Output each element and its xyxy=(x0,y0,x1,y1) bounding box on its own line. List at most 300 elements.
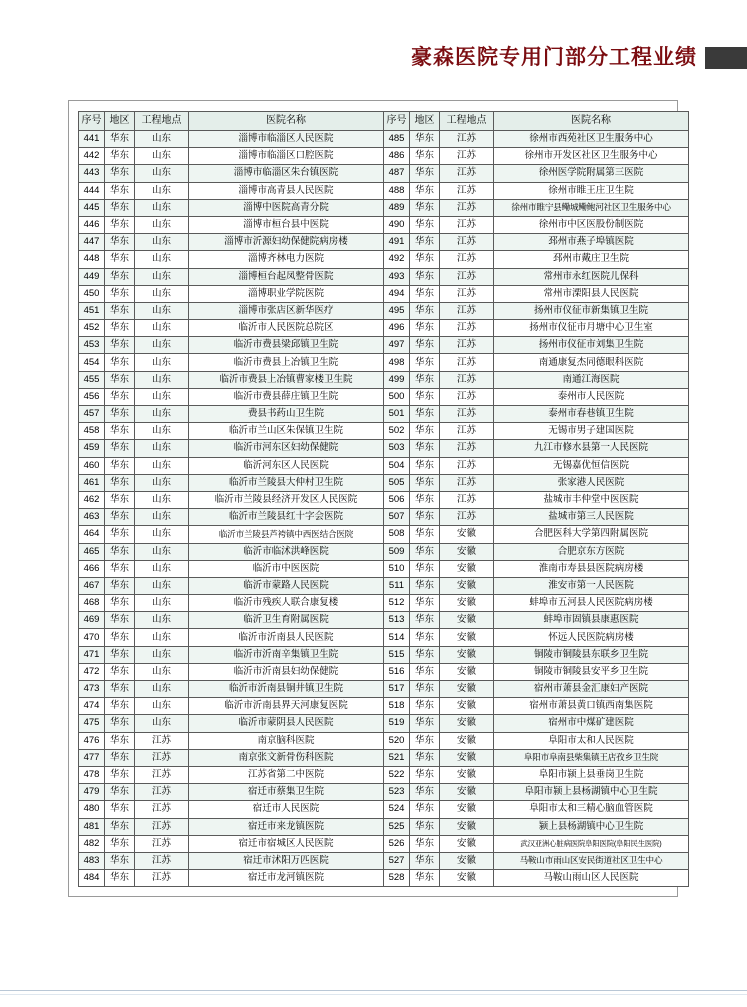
cell-seq-left: 450 xyxy=(79,285,105,302)
cell-hospital-right: 合肥京东方医院 xyxy=(494,543,689,560)
cell-hospital-right: 宿州市中煤矿建医院 xyxy=(494,715,689,732)
cell-region-left: 华东 xyxy=(105,148,135,165)
cell-region-left: 华东 xyxy=(105,698,135,715)
cell-seq-left: 461 xyxy=(79,474,105,491)
cell-seq-right: 488 xyxy=(384,182,410,199)
cell-region-right: 华东 xyxy=(410,354,440,371)
cell-hospital-left: 宿迁市沭阳万匹医院 xyxy=(189,852,384,869)
cell-seq-right: 502 xyxy=(384,423,410,440)
cell-region-right: 华东 xyxy=(410,165,440,182)
cell-place-left: 山东 xyxy=(135,543,189,560)
cell-hospital-left: 临沂市兰陵县芦袴镇中西医结合医院 xyxy=(189,526,384,543)
performance-table xyxy=(78,111,689,887)
cell-place-left: 山东 xyxy=(135,491,189,508)
cell-seq-left: 466 xyxy=(79,560,105,577)
table-row xyxy=(79,577,689,594)
cell-region-left: 华东 xyxy=(105,216,135,233)
cell-seq-right: 520 xyxy=(384,732,410,749)
cell-place-right: 安徽 xyxy=(440,698,494,715)
cell-place-left: 山东 xyxy=(135,337,189,354)
cell-region-left: 华东 xyxy=(105,801,135,818)
table-row xyxy=(79,268,689,285)
cell-place-left: 江苏 xyxy=(135,818,189,835)
cell-hospital-left: 淄博市桓台县中医院 xyxy=(189,216,384,233)
cell-region-right: 华东 xyxy=(410,491,440,508)
cell-seq-left: 452 xyxy=(79,320,105,337)
cell-region-right: 华东 xyxy=(410,526,440,543)
cell-region-right: 华东 xyxy=(410,440,440,457)
cell-place-right: 安徽 xyxy=(440,560,494,577)
cell-region-right: 华东 xyxy=(410,732,440,749)
cell-hospital-left: 临沂市沂南县人民医院 xyxy=(189,629,384,646)
cell-place-right: 安徽 xyxy=(440,543,494,560)
cell-hospital-left: 临沂市残疾人联合康复楼 xyxy=(189,595,384,612)
cell-seq-right: 525 xyxy=(384,818,410,835)
cell-seq-right: 515 xyxy=(384,646,410,663)
cell-region-right: 华东 xyxy=(410,852,440,869)
cell-hospital-left: 临沂市蒙阴县人民医院 xyxy=(189,715,384,732)
cell-seq-right: 487 xyxy=(384,165,410,182)
cell-seq-left: 478 xyxy=(79,766,105,783)
cell-place-left: 山东 xyxy=(135,182,189,199)
table-row xyxy=(79,354,689,371)
cell-seq-left: 473 xyxy=(79,681,105,698)
cell-seq-right: 497 xyxy=(384,337,410,354)
table-row xyxy=(79,216,689,233)
cell-place-left: 江苏 xyxy=(135,801,189,818)
cell-region-right: 华东 xyxy=(410,423,440,440)
cell-region-left: 华东 xyxy=(105,457,135,474)
cell-hospital-left: 江苏省第二中医院 xyxy=(189,766,384,783)
table-row xyxy=(79,526,689,543)
cell-seq-right: 500 xyxy=(384,388,410,405)
table-row xyxy=(79,423,689,440)
cell-seq-left: 463 xyxy=(79,509,105,526)
cell-seq-left: 484 xyxy=(79,870,105,887)
cell-hospital-right: 张家港人民医院 xyxy=(494,474,689,491)
cell-hospital-left: 临沂市兰陵县大仲村卫生院 xyxy=(189,474,384,491)
cell-hospital-left: 临沂市沂南县界天河康复医院 xyxy=(189,698,384,715)
cell-hospital-left: 临沂市沂南辛集镇卫生院 xyxy=(189,646,384,663)
cell-region-left: 华东 xyxy=(105,320,135,337)
cell-hospital-right: 马鞍山市雨山区安民街道社区卫生中心 xyxy=(494,852,689,869)
cell-place-right: 安徽 xyxy=(440,784,494,801)
cell-region-left: 华东 xyxy=(105,491,135,508)
column-header-place-right: 工程地点 xyxy=(440,112,494,131)
table-row xyxy=(79,406,689,423)
table-row xyxy=(79,371,689,388)
table-row xyxy=(79,131,689,148)
cell-seq-right: 508 xyxy=(384,526,410,543)
column-header-region-right: 地区 xyxy=(410,112,440,131)
column-header-seq-right: 序号 xyxy=(384,112,410,131)
cell-hospital-right: 盐城市丰仲堂中医医院 xyxy=(494,491,689,508)
cell-hospital-right: 淮南市寿县县医院病房楼 xyxy=(494,560,689,577)
cell-seq-left: 457 xyxy=(79,406,105,423)
cell-seq-left: 460 xyxy=(79,457,105,474)
table-row xyxy=(79,457,689,474)
cell-seq-left: 465 xyxy=(79,543,105,560)
cell-region-right: 华东 xyxy=(410,234,440,251)
cell-seq-right: 519 xyxy=(384,715,410,732)
cell-hospital-right: 扬州市仪征市新集镇卫生院 xyxy=(494,302,689,319)
cell-region-right: 华东 xyxy=(410,577,440,594)
cell-seq-left: 469 xyxy=(79,612,105,629)
cell-place-left: 山东 xyxy=(135,234,189,251)
cell-seq-left: 470 xyxy=(79,629,105,646)
cell-region-right: 华东 xyxy=(410,818,440,835)
cell-region-left: 华东 xyxy=(105,474,135,491)
cell-place-right: 安徽 xyxy=(440,766,494,783)
cell-seq-right: 505 xyxy=(384,474,410,491)
cell-seq-right: 518 xyxy=(384,698,410,715)
cell-region-left: 华东 xyxy=(105,165,135,182)
cell-seq-right: 498 xyxy=(384,354,410,371)
cell-place-right: 安徽 xyxy=(440,663,494,680)
cell-place-left: 山东 xyxy=(135,354,189,371)
table-row xyxy=(79,491,689,508)
cell-seq-left: 467 xyxy=(79,577,105,594)
cell-region-left: 华东 xyxy=(105,526,135,543)
cell-hospital-left: 南京脑科医院 xyxy=(189,732,384,749)
cell-hospital-right: 扬州市仪征市刘集卫生院 xyxy=(494,337,689,354)
cell-region-left: 华东 xyxy=(105,852,135,869)
cell-seq-left: 455 xyxy=(79,371,105,388)
cell-seq-right: 528 xyxy=(384,870,410,887)
cell-hospital-left: 临沂市河东区妇幼保健院 xyxy=(189,440,384,457)
cell-region-left: 华东 xyxy=(105,182,135,199)
cell-seq-left: 442 xyxy=(79,148,105,165)
cell-seq-left: 456 xyxy=(79,388,105,405)
cell-hospital-left: 淄博市临淄区人民医院 xyxy=(189,131,384,148)
cell-seq-left: 475 xyxy=(79,715,105,732)
cell-hospital-right: 泰州市春巷镇卫生院 xyxy=(494,406,689,423)
cell-seq-right: 521 xyxy=(384,749,410,766)
cell-region-right: 华东 xyxy=(410,320,440,337)
cell-place-left: 山东 xyxy=(135,148,189,165)
cell-hospital-left: 临沂市费县梁邱镇卫生院 xyxy=(189,337,384,354)
cell-seq-right: 501 xyxy=(384,406,410,423)
cell-seq-right: 524 xyxy=(384,801,410,818)
cell-place-right: 安徽 xyxy=(440,715,494,732)
cell-place-right: 安徽 xyxy=(440,801,494,818)
cell-region-left: 华东 xyxy=(105,337,135,354)
footer-divider-secondary xyxy=(0,994,747,995)
cell-hospital-left: 临沂市中医医院 xyxy=(189,560,384,577)
table-row xyxy=(79,646,689,663)
cell-region-right: 华东 xyxy=(410,268,440,285)
cell-region-right: 华东 xyxy=(410,612,440,629)
cell-place-left: 山东 xyxy=(135,131,189,148)
cell-place-right: 江苏 xyxy=(440,148,494,165)
table-row xyxy=(79,715,689,732)
table-row xyxy=(79,818,689,835)
cell-region-right: 华东 xyxy=(410,388,440,405)
cell-seq-left: 479 xyxy=(79,784,105,801)
cell-region-left: 华东 xyxy=(105,612,135,629)
column-header-region-left: 地区 xyxy=(105,112,135,131)
cell-seq-left: 477 xyxy=(79,749,105,766)
table-row xyxy=(79,440,689,457)
cell-place-left: 山东 xyxy=(135,423,189,440)
cell-region-right: 华东 xyxy=(410,698,440,715)
cell-place-right: 江苏 xyxy=(440,165,494,182)
cell-place-right: 江苏 xyxy=(440,371,494,388)
cell-region-right: 华东 xyxy=(410,302,440,319)
cell-seq-right: 496 xyxy=(384,320,410,337)
column-header-seq-left: 序号 xyxy=(79,112,105,131)
cell-seq-right: 507 xyxy=(384,509,410,526)
cell-place-right: 江苏 xyxy=(440,509,494,526)
cell-place-right: 安徽 xyxy=(440,577,494,594)
table-row xyxy=(79,629,689,646)
cell-place-left: 江苏 xyxy=(135,766,189,783)
cell-region-left: 华东 xyxy=(105,629,135,646)
cell-place-left: 江苏 xyxy=(135,749,189,766)
cell-region-right: 华东 xyxy=(410,131,440,148)
cell-place-left: 山东 xyxy=(135,285,189,302)
cell-place-left: 山东 xyxy=(135,216,189,233)
cell-place-right: 江苏 xyxy=(440,474,494,491)
cell-seq-right: 499 xyxy=(384,371,410,388)
cell-hospital-left: 淄博市沂源妇幼保健院病房楼 xyxy=(189,234,384,251)
cell-place-left: 山东 xyxy=(135,406,189,423)
table-body xyxy=(79,131,689,887)
cell-place-left: 山东 xyxy=(135,320,189,337)
cell-hospital-right: 武汉亚洲心脏病医院阜阳医院(阜阳民生医院) xyxy=(494,835,689,852)
cell-hospital-left: 临沂市沂南县铜井镇卫生院 xyxy=(189,681,384,698)
cell-region-left: 华东 xyxy=(105,560,135,577)
cell-seq-right: 489 xyxy=(384,199,410,216)
cell-seq-right: 503 xyxy=(384,440,410,457)
table-row xyxy=(79,543,689,560)
cell-hospital-right: 铜陵市铜陵县安平乡卫生院 xyxy=(494,663,689,680)
cell-hospital-right: 徐州市睢宁县鳓城鳓鲍河社区卫生服务中心 xyxy=(494,199,689,216)
cell-region-left: 华东 xyxy=(105,732,135,749)
cell-seq-left: 453 xyxy=(79,337,105,354)
cell-seq-left: 451 xyxy=(79,302,105,319)
cell-region-right: 华东 xyxy=(410,835,440,852)
cell-seq-left: 446 xyxy=(79,216,105,233)
cell-seq-left: 445 xyxy=(79,199,105,216)
cell-place-left: 山东 xyxy=(135,646,189,663)
table-row xyxy=(79,698,689,715)
cell-place-left: 山东 xyxy=(135,577,189,594)
cell-hospital-left: 南京张文新骨伤科医院 xyxy=(189,749,384,766)
cell-place-right: 江苏 xyxy=(440,337,494,354)
table-row xyxy=(79,302,689,319)
cell-place-right: 江苏 xyxy=(440,199,494,216)
cell-region-right: 华东 xyxy=(410,663,440,680)
cell-seq-left: 482 xyxy=(79,835,105,852)
cell-seq-right: 492 xyxy=(384,251,410,268)
cell-place-right: 安徽 xyxy=(440,870,494,887)
cell-hospital-left: 淄博中医院高青分院 xyxy=(189,199,384,216)
cell-region-right: 华东 xyxy=(410,457,440,474)
page-title: 豪森医院专用门部分工程业绩 xyxy=(411,46,697,69)
cell-hospital-right: 蚌埠市固镇县康惠医院 xyxy=(494,612,689,629)
cell-hospital-right: 盐城市第三人民医院 xyxy=(494,509,689,526)
table-row xyxy=(79,801,689,818)
cell-region-left: 华东 xyxy=(105,234,135,251)
table-row xyxy=(79,595,689,612)
cell-hospital-left: 淄博市张店区新华医疗 xyxy=(189,302,384,319)
cell-place-left: 山东 xyxy=(135,440,189,457)
cell-seq-right: 511 xyxy=(384,577,410,594)
cell-region-right: 华东 xyxy=(410,216,440,233)
cell-place-right: 江苏 xyxy=(440,354,494,371)
cell-hospital-left: 淄博桓台起凤整骨医院 xyxy=(189,268,384,285)
cell-place-right: 江苏 xyxy=(440,440,494,457)
cell-place-right: 江苏 xyxy=(440,423,494,440)
cell-region-left: 华东 xyxy=(105,423,135,440)
cell-region-right: 华东 xyxy=(410,251,440,268)
cell-region-right: 华东 xyxy=(410,595,440,612)
cell-seq-left: 472 xyxy=(79,663,105,680)
table-row xyxy=(79,835,689,852)
cell-hospital-right: 徐州市中区医股份制医院 xyxy=(494,216,689,233)
table-row xyxy=(79,199,689,216)
cell-place-left: 山东 xyxy=(135,698,189,715)
cell-region-right: 华东 xyxy=(410,715,440,732)
cell-hospital-left: 淄博齐林电力医院 xyxy=(189,251,384,268)
cell-hospital-right: 九江市修水县第一人民医院 xyxy=(494,440,689,457)
cell-hospital-right: 常州市溧阳县人民医院 xyxy=(494,285,689,302)
cell-seq-right: 522 xyxy=(384,766,410,783)
table-row xyxy=(79,165,689,182)
cell-hospital-left: 宿迁市人民医院 xyxy=(189,801,384,818)
cell-hospital-right: 常州市永红医院儿保科 xyxy=(494,268,689,285)
cell-region-left: 华东 xyxy=(105,199,135,216)
table-row xyxy=(79,388,689,405)
cell-region-left: 华东 xyxy=(105,354,135,371)
cell-place-left: 山东 xyxy=(135,268,189,285)
cell-place-left: 山东 xyxy=(135,715,189,732)
cell-region-left: 华东 xyxy=(105,835,135,852)
cell-seq-left: 476 xyxy=(79,732,105,749)
cell-place-right: 江苏 xyxy=(440,406,494,423)
cell-place-left: 山东 xyxy=(135,595,189,612)
cell-place-right: 江苏 xyxy=(440,234,494,251)
cell-hospital-right: 宿州市萧县黄口镇西南集医院 xyxy=(494,698,689,715)
cell-place-left: 山东 xyxy=(135,302,189,319)
cell-hospital-left: 淄博市临淄区朱台镇医院 xyxy=(189,165,384,182)
column-header-place-left: 工程地点 xyxy=(135,112,189,131)
cell-region-left: 华东 xyxy=(105,595,135,612)
cell-place-right: 江苏 xyxy=(440,131,494,148)
cell-place-left: 山东 xyxy=(135,371,189,388)
cell-hospital-left: 宿迁市龙河镇医院 xyxy=(189,870,384,887)
table-row xyxy=(79,560,689,577)
cell-hospital-right: 无锡市男子建国医院 xyxy=(494,423,689,440)
cell-place-right: 安徽 xyxy=(440,852,494,869)
cell-region-left: 华东 xyxy=(105,388,135,405)
cell-hospital-left: 临沂市蒙路人民医院 xyxy=(189,577,384,594)
cell-hospital-left: 临沂市费县薛庄镇卫生院 xyxy=(189,388,384,405)
performance-table-frame xyxy=(68,100,678,897)
cell-region-right: 华东 xyxy=(410,406,440,423)
cell-seq-left: 448 xyxy=(79,251,105,268)
cell-seq-left: 447 xyxy=(79,234,105,251)
table-row xyxy=(79,612,689,629)
cell-place-left: 江苏 xyxy=(135,835,189,852)
cell-place-right: 江苏 xyxy=(440,182,494,199)
cell-place-right: 江苏 xyxy=(440,285,494,302)
cell-region-right: 华东 xyxy=(410,285,440,302)
cell-hospital-right: 阜阳市颍上县垂岗卫生院 xyxy=(494,766,689,783)
table-row xyxy=(79,663,689,680)
cell-hospital-right: 南通康复杰同德眼科医院 xyxy=(494,354,689,371)
cell-region-left: 华东 xyxy=(105,784,135,801)
cell-hospital-right: 泰州市人民医院 xyxy=(494,388,689,405)
cell-seq-right: 486 xyxy=(384,148,410,165)
cell-place-right: 安徽 xyxy=(440,749,494,766)
cell-place-left: 山东 xyxy=(135,560,189,577)
cell-seq-right: 485 xyxy=(384,131,410,148)
cell-hospital-left: 费县书药山卫生院 xyxy=(189,406,384,423)
cell-seq-right: 490 xyxy=(384,216,410,233)
cell-region-right: 华东 xyxy=(410,766,440,783)
cell-hospital-right: 马鞍山雨山区人民医院 xyxy=(494,870,689,887)
cell-region-left: 华东 xyxy=(105,440,135,457)
cell-hospital-right: 徐州市开发区社区卫生服务中心 xyxy=(494,148,689,165)
column-header-hospital-right: 医院名称 xyxy=(494,112,689,131)
cell-place-left: 山东 xyxy=(135,681,189,698)
cell-seq-left: 458 xyxy=(79,423,105,440)
table-row xyxy=(79,251,689,268)
cell-seq-right: 504 xyxy=(384,457,410,474)
cell-seq-right: 494 xyxy=(384,285,410,302)
table-row xyxy=(79,681,689,698)
cell-place-right: 江苏 xyxy=(440,457,494,474)
cell-region-left: 华东 xyxy=(105,251,135,268)
cell-region-left: 华东 xyxy=(105,406,135,423)
cell-seq-right: 517 xyxy=(384,681,410,698)
cell-place-left: 山东 xyxy=(135,663,189,680)
cell-hospital-right: 淮安市第一人民医院 xyxy=(494,577,689,594)
table-row xyxy=(79,852,689,869)
cell-region-left: 华东 xyxy=(105,870,135,887)
cell-seq-left: 464 xyxy=(79,526,105,543)
cell-region-right: 华东 xyxy=(410,560,440,577)
cell-region-left: 华东 xyxy=(105,681,135,698)
cell-region-right: 华东 xyxy=(410,870,440,887)
cell-hospital-right: 徐州市睢王庄卫生院 xyxy=(494,182,689,199)
cell-hospital-left: 临沂卫生育附属医院 xyxy=(189,612,384,629)
cell-hospital-right: 颍上县杨湖镇中心卫生院 xyxy=(494,818,689,835)
cell-hospital-left: 临沂市费县上冶镇卫生院 xyxy=(189,354,384,371)
cell-region-right: 华东 xyxy=(410,509,440,526)
cell-region-left: 华东 xyxy=(105,715,135,732)
footer-divider xyxy=(0,990,747,991)
cell-hospital-right: 合肥医科大学第四附属医院 xyxy=(494,526,689,543)
cell-region-right: 华东 xyxy=(410,646,440,663)
cell-region-left: 华东 xyxy=(105,766,135,783)
cell-place-left: 山东 xyxy=(135,526,189,543)
cell-seq-left: 462 xyxy=(79,491,105,508)
cell-place-left: 山东 xyxy=(135,474,189,491)
table-row xyxy=(79,182,689,199)
cell-region-left: 华东 xyxy=(105,371,135,388)
cell-place-left: 江苏 xyxy=(135,852,189,869)
cell-region-left: 华东 xyxy=(105,285,135,302)
cell-region-left: 华东 xyxy=(105,749,135,766)
cell-seq-right: 506 xyxy=(384,491,410,508)
cell-place-left: 江苏 xyxy=(135,784,189,801)
cell-region-right: 华东 xyxy=(410,629,440,646)
table-row xyxy=(79,234,689,251)
cell-hospital-left: 淄博市临淄区口腔医院 xyxy=(189,148,384,165)
